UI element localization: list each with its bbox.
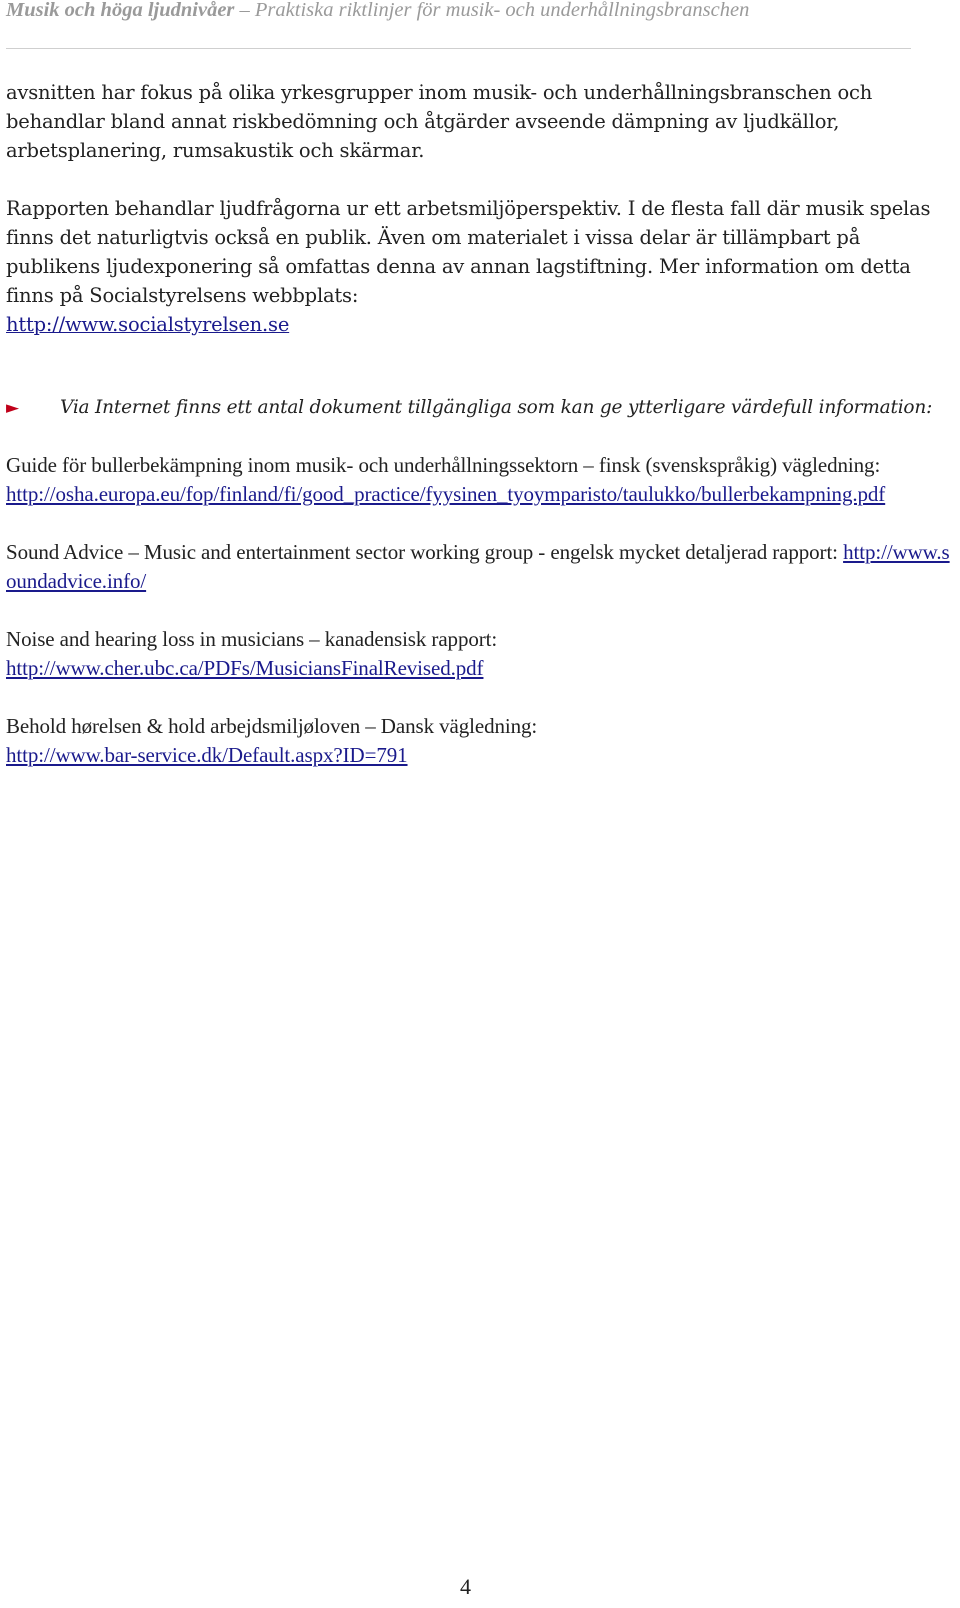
socialstyrelsen-link[interactable]: http://www.socialstyrelsen.se bbox=[6, 313, 290, 336]
page-number: 4 bbox=[460, 1574, 471, 1599]
reference-guide bbox=[6, 451, 956, 509]
paragraph-report bbox=[6, 194, 956, 339]
bar-service-link[interactable]: http://www.bar-service.dk/Default.aspx?ID=791 bbox=[6, 743, 408, 767]
paragraph-sections: avsnitten har fokus på olika yrkesgrupper inom musik- och underhållningsbranschen och behandlar bland annat riskbedömning och åtgärder avseende dämpning av ljudkällor, arbetsplanering, rumsakustik och skärmar. bbox=[6, 81, 873, 162]
reference-noise-hearing bbox=[6, 625, 956, 683]
header-divider bbox=[6, 48, 911, 49]
reference-behold bbox=[6, 712, 956, 770]
osha-link[interactable]: http://osha.europa.eu/fop/finland/fi/good_practice/fyysinen_tyoymparisto/taulukko/bullerbekampning.pdf bbox=[6, 482, 886, 506]
header-subtitle: – Praktiska riktlinjer för musik- och underhållningsbranschen bbox=[234, 0, 750, 21]
reference-sound-advice-text: Sound Advice – Music and entertainment sector working group - engelsk mycket detaljerad rapport: bbox=[6, 540, 844, 564]
reference-guide-text: Guide för bullerbekämpning inom musik- och underhållningssektorn – finsk (svenskspråkig) vägledning: bbox=[6, 453, 881, 477]
reference-noise-hearing-text: Noise and hearing loss in musicians – kanadensisk rapport: bbox=[6, 627, 498, 651]
cher-link[interactable]: http://www.cher.ubc.ca/PDFs/MusiciansFinalRevised.pdf bbox=[6, 656, 484, 680]
running-header bbox=[6, 0, 946, 20]
reference-behold-text: Behold hørelsen & hold arbejdsmiljøloven – Dansk vägledning: bbox=[6, 714, 538, 738]
reference-sound-advice bbox=[6, 538, 956, 596]
document-body bbox=[6, 78, 956, 770]
header-title: Musik och höga ljudnivåer bbox=[6, 0, 235, 21]
paragraph-report-text: Rapporten behandlar ljudfrågorna ur ett arbetsmiljöperspektiv. I de flesta fall där musik spelas finns det naturligtvis också en publik. Även om materialet i vissa delar är tillämpbart på publikens ljudexponering så omfattas denna av annan lagstiftning. Mer information om detta finns på Socialstyrelsens webbplats: bbox=[6, 197, 931, 307]
soundadvice-link[interactable]: http://www.soundadvice.info/ bbox=[6, 540, 950, 593]
bullet-intro bbox=[6, 393, 956, 423]
bullet-intro-text: Via Internet finns ett antal dokument tillgängliga som kan ge ytterligare värdefull information: bbox=[60, 397, 933, 418]
arrow-bullet-icon: ► bbox=[6, 398, 19, 418]
